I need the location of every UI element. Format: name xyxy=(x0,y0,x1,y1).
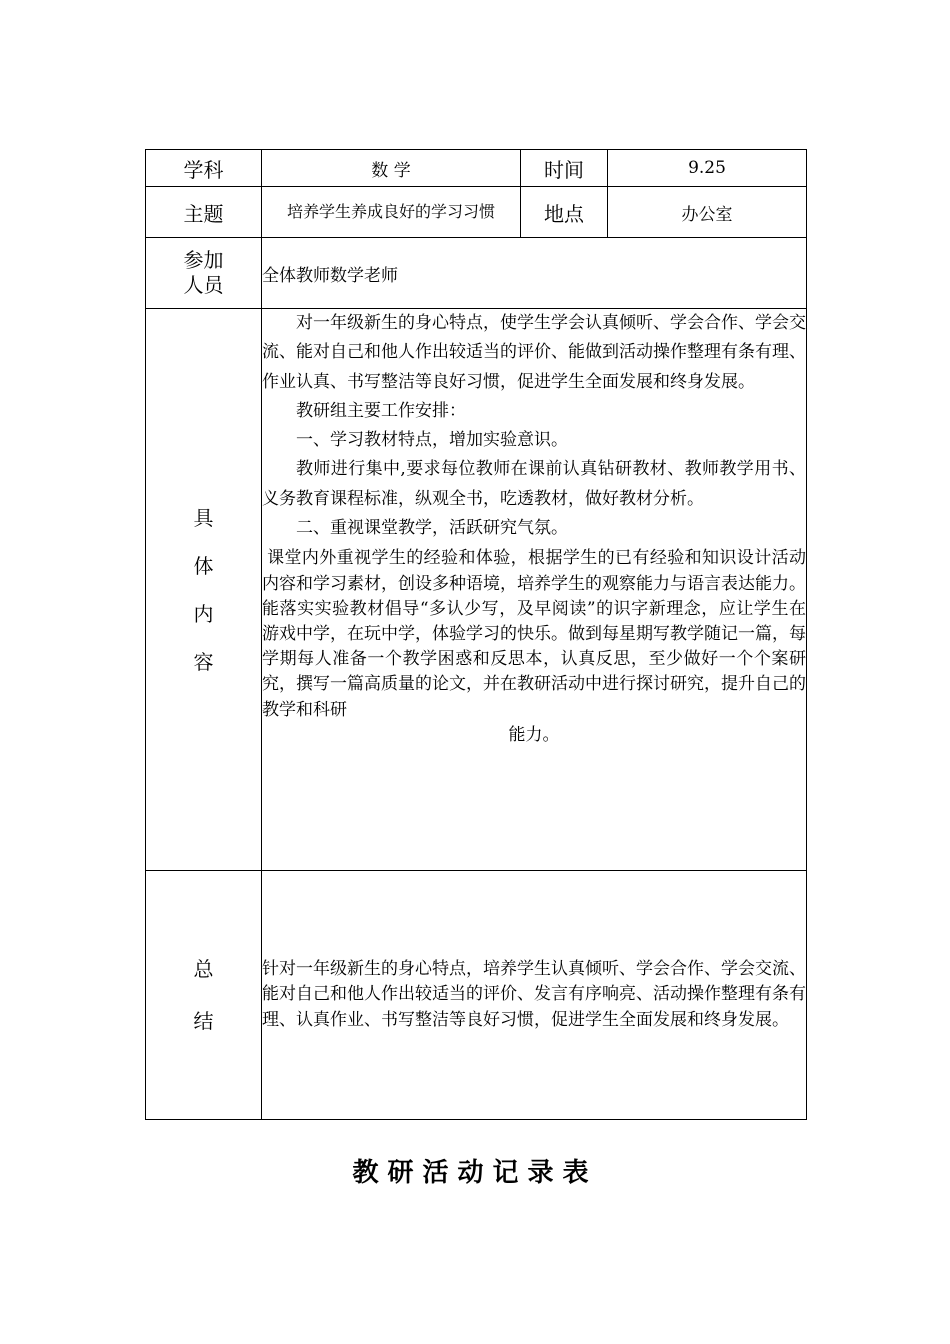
participants-label-line-1: 参加 xyxy=(183,248,224,272)
subject-row xyxy=(146,150,807,187)
participants-value: 全体教师数学老师 xyxy=(262,238,807,309)
time-value: 9.25 xyxy=(608,150,807,187)
activity-record-table xyxy=(145,149,807,1120)
content-label xyxy=(146,309,262,871)
content-label-char-1: 具 xyxy=(193,505,214,530)
participants-label-line-2: 人员 xyxy=(183,273,224,297)
summary-row xyxy=(146,871,807,1120)
content-paragraph: 教师进行集中,要求每位教师在课前认真钻研教材、教师教学用书、义务教育课程标准，纵观全书，吃透教材，做好教材分析。 xyxy=(262,459,806,509)
summary-label-char-2: 结 xyxy=(193,1009,214,1033)
place-label: 地点 xyxy=(521,187,608,238)
content-label-char-3: 内 xyxy=(193,601,214,626)
content-row xyxy=(146,309,807,871)
summary-text: 针对一年级新生的身心特点，培养学生认真倾听、学会合作、学会交流、能对自己和他人作出较适当的评价、发言有序响亮、活动操作整理有条有理、认真作业、书写整洁等良好习惯，促进学生全面发展和终身发展。 xyxy=(262,959,806,1030)
summary-label-char-1: 总 xyxy=(193,957,214,981)
summary-label xyxy=(146,871,262,1120)
place-value: 办公室 xyxy=(608,187,807,238)
content-paragraph: 一、学习教材特点，增加实验意识。 xyxy=(296,430,568,451)
content-paragraph: 课堂内外重视学生的经验和体验，根据学生的已有经验和知识设计活动内容和学习素材，创设多种语境，培养学生的观察能力与语言表达能力。能落实实验教材倡导“多认少写，及早阅读”的识字新理念，应让学生在游戏中学，在玩中学，体验学习的快乐。做到每星期写教学随记一篇，每学期每人准备一个教学困惑和反思本，认真反思，至少做好一个个案研究，撰写一篇高质量的论文，并在教研活动中进行探讨研究，提升自己的教学和科研 xyxy=(262,548,806,720)
time-label: 时间 xyxy=(521,150,608,187)
content-paragraph: 二、重视课堂教学，活跃研究气氛。 xyxy=(296,518,568,539)
content-paragraph: 教研组主要工作安排： xyxy=(296,400,466,421)
page-title: 教研活动记录表 xyxy=(352,1158,598,1188)
theme-label: 主题 xyxy=(146,187,262,238)
theme-value: 培养学生养成良好的学习习惯 xyxy=(262,187,521,238)
summary-body xyxy=(262,871,807,1120)
content-body xyxy=(262,309,807,871)
theme-row xyxy=(146,187,807,238)
subject-label: 学科 xyxy=(146,150,262,187)
content-label-char-2: 体 xyxy=(193,553,214,578)
content-paragraph: 能力。 xyxy=(508,724,560,745)
content-paragraph: 对一年级新生的身心特点，使学生学会认真倾听、学会合作、学会交流、能对自己和他人作出较适当的评价、能做到活动操作整理有条有理、作业认真、书写整洁等良好习惯，促进学生全面发展和终身发展。 xyxy=(262,313,806,392)
content-label-char-4: 容 xyxy=(193,649,214,674)
subject-value: 数 学 xyxy=(262,150,521,187)
participants-row xyxy=(146,238,807,309)
participants-label xyxy=(146,238,262,309)
